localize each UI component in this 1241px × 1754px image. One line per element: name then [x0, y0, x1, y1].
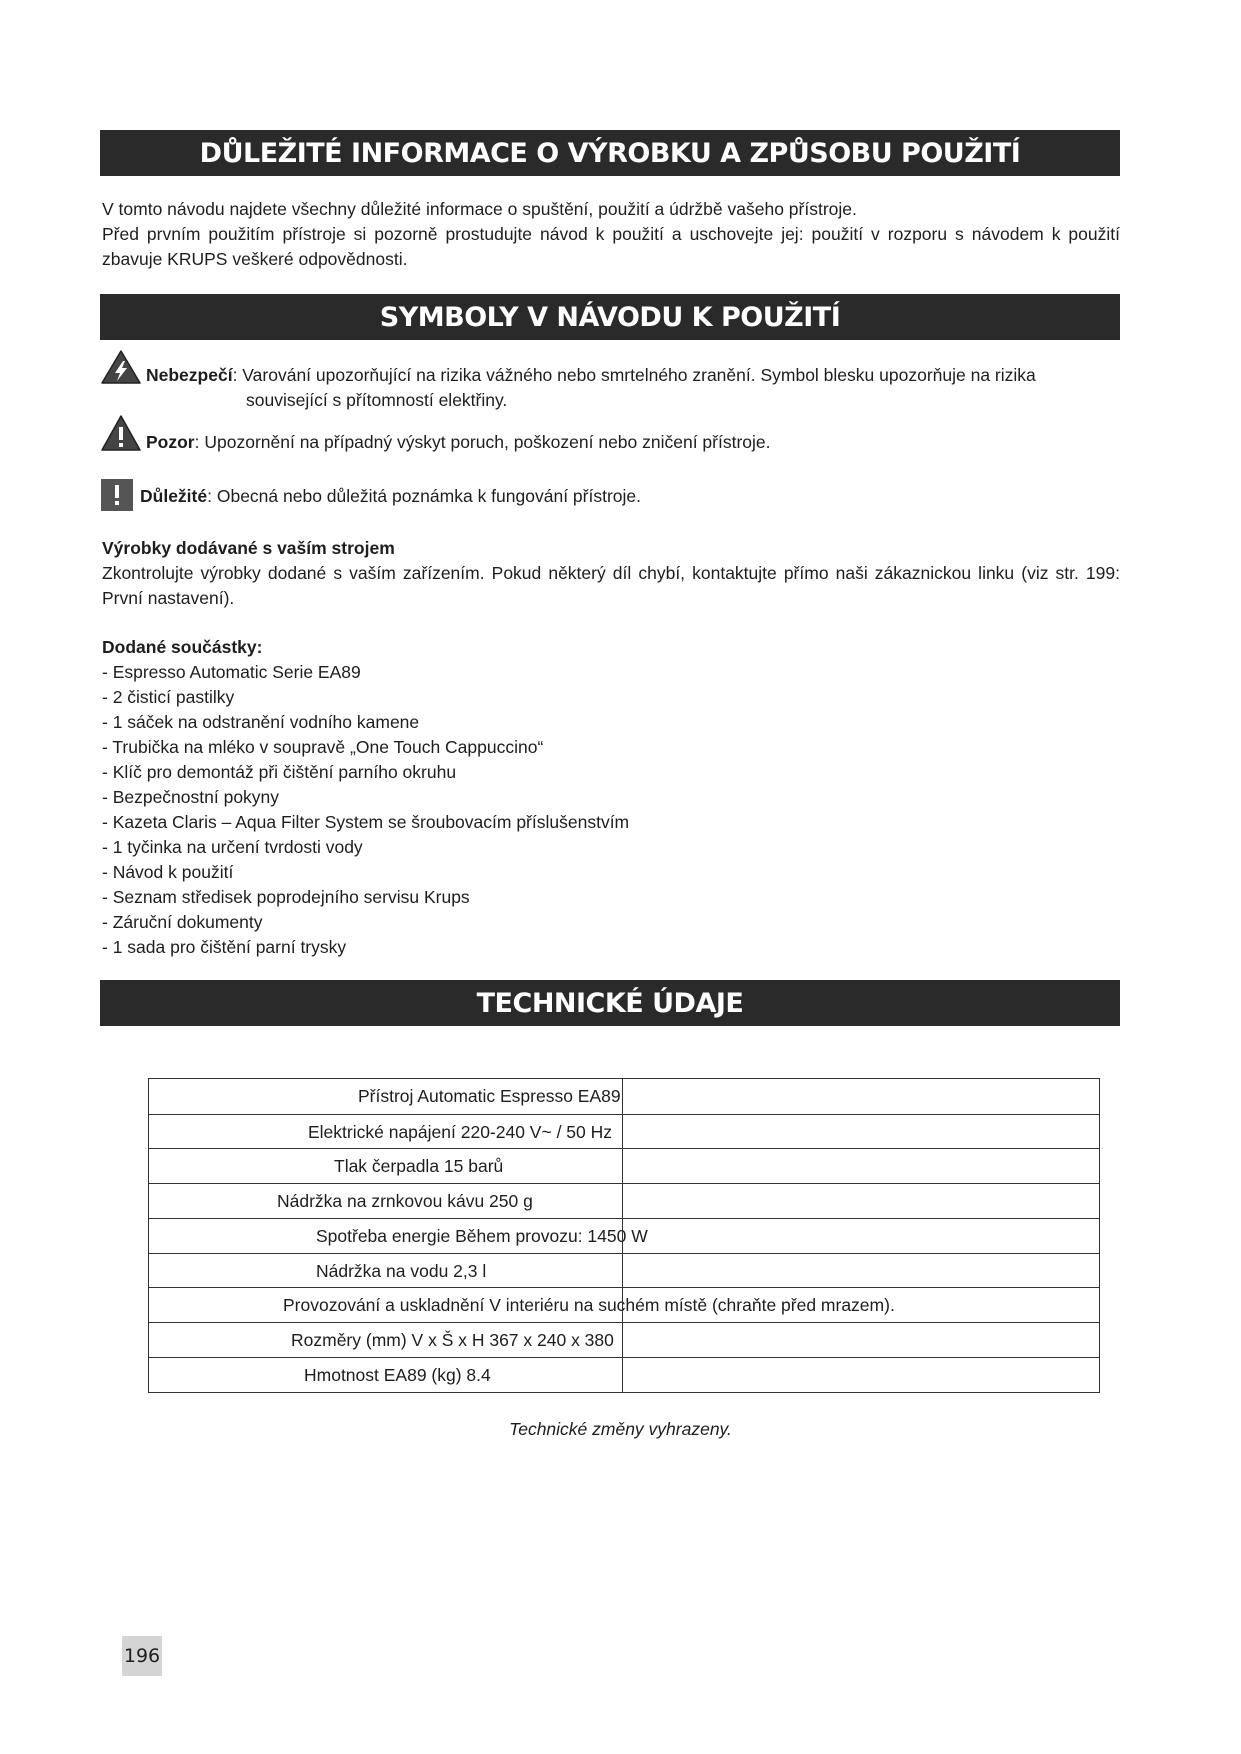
table-cell: Provozování a uskladnění V interiéru na suchém místě (chraňte před mrazem). [283, 1295, 895, 1316]
danger-text-line1: Varování upozorňující na rizika vážného nebo smrtelného zranění. Symbol blesku upozorňuje na rizika [242, 365, 1036, 385]
table-cell: Hmotnost EA89 (kg) 8.4 [304, 1364, 491, 1385]
table-row [149, 1079, 1099, 1114]
list-item: - Kazeta Claris – Aqua Filter System se šroubovacím příslušenstvím [102, 812, 630, 832]
list-item: - 2 čisticí pastilky [102, 687, 235, 707]
technical-changes-note: Technické změny vyhrazeny. [509, 1419, 732, 1439]
list-item: - Seznam středisek poprodejního servisu Krups [102, 887, 470, 907]
danger-label: Nebezpečí [146, 365, 233, 385]
list-item: - Klíč pro demontáž při čištění parního okruhu [102, 762, 457, 782]
table-divider [622, 1079, 623, 1392]
list-item: - Návod k použití [102, 862, 234, 882]
table-row [149, 1114, 1099, 1150]
supplied-text: Zkontrolujte výrobky dodané s vaším zařízením. Pokud některý díl chybí, kontaktujte přímo naši zákaznickou linku (viz str. 199: První nastavení). [102, 563, 1120, 608]
table-cell: Elektrické napájení 220-240 V~ / 50 Hz [308, 1121, 613, 1142]
section-title-technical-data: TECHNICKÉ ÚDAJE [100, 980, 1120, 1026]
important-text: Obecná nebo důležitá poznámka k fungování přístroje. [216, 486, 641, 506]
list-item: - Záruční dokumenty [102, 912, 263, 932]
table-cell: Tlak čerpadla 15 barů [334, 1156, 504, 1177]
table-row [149, 1218, 1099, 1254]
table-cell: Nádržka na zrnkovou kávu 250 g [277, 1191, 533, 1212]
exclamation-box-icon [100, 478, 134, 512]
table-row [149, 1357, 1099, 1393]
section-title-important-info: DŮLEŽITÉ INFORMACE O VÝROBKU A ZPŮSOBU POUŽITÍ [100, 130, 1120, 176]
table-row [149, 1287, 1099, 1323]
parts-list [102, 660, 629, 960]
caution-label: Pozor [146, 432, 195, 452]
supplied-heading: Výrobky dodávané s vaším strojem [102, 538, 395, 558]
table-cell: Spotřeba energie Během provozu: 1450 W [316, 1225, 648, 1246]
danger-text-line2: související s přítomností elektřiny. [246, 390, 508, 410]
table-row [149, 1183, 1099, 1219]
list-item: - 1 tyčinka na určení tvrdosti vody [102, 837, 363, 857]
list-item: - Trubička na mléko v soupravě „One Touch Cappuccino“ [102, 737, 544, 757]
list-item: - 1 sada pro čištění parní trysky [102, 937, 347, 957]
table-row [149, 1148, 1099, 1184]
table-cell: Nádržka na vodu 2,3 l [316, 1260, 487, 1281]
parts-heading: Dodané součástky: [102, 637, 263, 657]
warning-triangle-icon [100, 414, 142, 452]
section-title-symbols: SYMBOLY V NÁVODU K POUŽITÍ [100, 294, 1120, 340]
symbol-caution: Pozor: Upozornění na případný výskyt poruch, poškození nebo zničení přístroje. [100, 414, 1120, 454]
technical-data-table [148, 1078, 1100, 1393]
table-cell: Rozměry (mm) V x Š x H 367 x 240 x 380 [291, 1329, 614, 1350]
important-label: Důležité [140, 486, 208, 506]
lightning-warning-icon [100, 349, 142, 385]
list-item: - Espresso Automatic Serie EA89 [102, 662, 361, 682]
list-item: - 1 sáček na odstranění vodního kamene [102, 712, 420, 732]
list-item: - Bezpečnostní pokyny [102, 787, 280, 807]
table-row [149, 1322, 1099, 1358]
table-row [149, 1253, 1099, 1289]
symbol-danger: Nebezpečí: Varování upozorňující na rizika vážného nebo smrtelného zranění. Symbol blesku upozorňuje na rizika související s přítomností elektřiny. [100, 349, 1120, 409]
intro-paragraph-2: Před prvním použitím přístroje si pozorně prostudujte návod k použití a uschovejte jej: použití v rozporu s návodem k použití zbavuje KRUPS veškeré odpovědnosti. [102, 224, 1120, 269]
intro-paragraph-1: V tomto návodu najdete všechny důležité informace o spuštění, použití a údržbě vašeho přístroje. [102, 199, 857, 219]
symbol-important: Důležité: Obecná nebo důležitá poznámka k fungování přístroje. [100, 478, 1120, 512]
table-cell: Přístroj Automatic Espresso EA89 [358, 1086, 621, 1106]
page-number: 196 [122, 1636, 162, 1676]
caution-text: Upozornění na případný výskyt poruch, poškození nebo zničení přístroje. [204, 432, 771, 452]
